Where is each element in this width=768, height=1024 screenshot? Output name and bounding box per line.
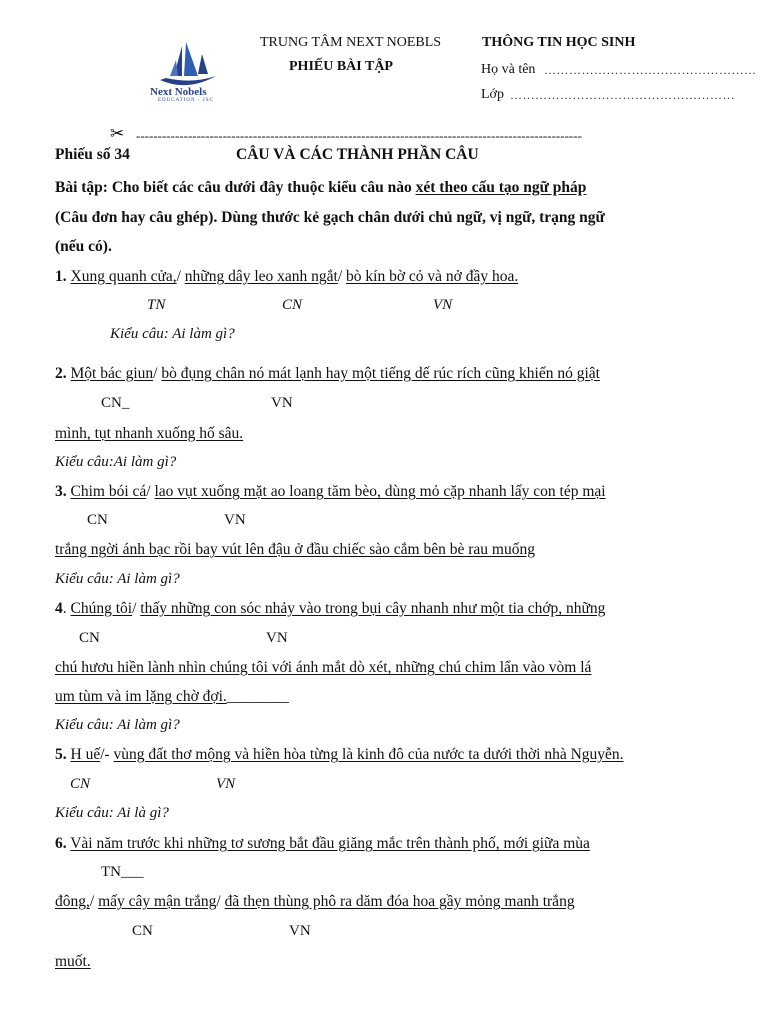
item-4-continuation-2: um tùm và im lặng chờ đợi.________ [55, 688, 289, 705]
item-4-type: Kiểu câu: Ai làm gì? [55, 717, 180, 733]
sheet-title: PHIẾU BÀI TẬP [289, 59, 393, 74]
item-5-label-vn: VN [216, 776, 236, 792]
item-1-sentence: 1. Xung quanh cửa,/ những dây leo xanh ngắt/ bò kín bờ cỏ và nở đầy hoa. [55, 268, 519, 285]
item-5-label-cn: CN [70, 776, 91, 792]
item-2-sentence: 2. Một bác giun/ bò đụng chân nó mát lạnh hay một tiếng dế rúc rích cũng khiến nó giật [55, 365, 600, 382]
item-2-type: Kiểu câu:Ai làm gì? [55, 454, 177, 470]
item-2-label-cn: CN_ [101, 395, 130, 411]
center-name: TRUNG TÂM NEXT NOEBLS [260, 35, 442, 50]
item-3-label-vn: VN [224, 512, 246, 528]
item-4-sentence: 4. Chúng tôi/ thấy những con sóc nhảy vào trong bụi cây nhanh như một tia chớp, những [55, 600, 606, 617]
item-6-continuation-2: muốt. [55, 953, 91, 970]
item-6-label-vn: VN [289, 923, 311, 939]
item-6-sentence: 6. Vài năm trước khi những tơ sương bắt đầu giăng mắc trên thành phố, mới giữa mùa [55, 835, 590, 852]
class-label: Lớp [481, 87, 504, 102]
item-4-label-cn: CN [79, 630, 100, 646]
name-field[interactable]: …………………………………………… [544, 63, 757, 77]
logo-text: Next Nobels [150, 86, 207, 98]
item-3-continuation: trắng ngời ánh bạc rồi bay vút lên đậu ở đầu chiếc sào cắm bên bè rau muống [55, 541, 535, 558]
task-line-1: Bài tập: Cho biết các câu dưới đây thuộc kiểu câu nào xét theo cấu tạo ngữ pháp [55, 179, 587, 196]
item-3-type: Kiểu câu: Ai làm gì? [55, 571, 180, 587]
lesson-title: CÂU VÀ CÁC THÀNH PHẦN CÂU [236, 146, 479, 163]
scissors-icon: ✂ [110, 124, 125, 143]
item-2-continuation: mình, tụt nhanh xuống hố sâu. [55, 425, 244, 442]
name-label: Họ và tên [481, 62, 536, 77]
task-line-2: (Câu đơn hay câu ghép). Dùng thước kẻ gạch chân dưới chủ ngữ, vị ngữ, trạng ngữ [55, 209, 605, 226]
item-4-continuation: chú hươu hiền lành nhìn chúng tôi với ánh mắt dò xét, những chú chim lẩn vào vòm lá [55, 659, 592, 676]
item-6-label-tn: TN___ [101, 864, 144, 880]
sheet-number: Phiếu số 34 [55, 146, 130, 163]
item-3-sentence: 3. Chim bói cá/ lao vụt xuống mặt ao loang tăm bèo, dùng mỏ cặp nhanh lấy con tép mại [55, 483, 606, 500]
item-3-label-cn: CN [87, 512, 108, 528]
item-1-label-vn: VN [433, 297, 453, 313]
item-6-label-cn: CN [132, 923, 153, 939]
item-6-continuation: đông,/ mấy cây mận trắng/ đã thẹn thùng phô ra dăm đóa hoa gầy mỏng manh trắng [55, 893, 575, 910]
item-5-sentence: 5. H uế/- vùng đất thơ mộng và hiền hòa từng là kinh đô của nước ta dưới thời nhà Nguyễn. [55, 746, 624, 763]
item-1-label-tn: TN [147, 297, 166, 313]
item-5-type: Kiểu câu: Ai là gì? [55, 805, 169, 821]
task-line-3: (nếu có). [55, 238, 112, 255]
class-field[interactable]: ……………………………………………… [510, 88, 735, 102]
item-1-type: Kiểu câu: Ai làm gì? [110, 326, 235, 342]
item-2-label-vn: VN [271, 395, 293, 411]
item-4-label-vn: VN [266, 630, 288, 646]
cut-line: ------------------------------------------------------------------------------------------------------- [136, 128, 582, 143]
logo-subtext: EDUCATION - JSC [158, 98, 214, 103]
item-1-label-cn: CN [282, 297, 303, 313]
info-title: THÔNG TIN HỌC SINH [482, 35, 636, 50]
